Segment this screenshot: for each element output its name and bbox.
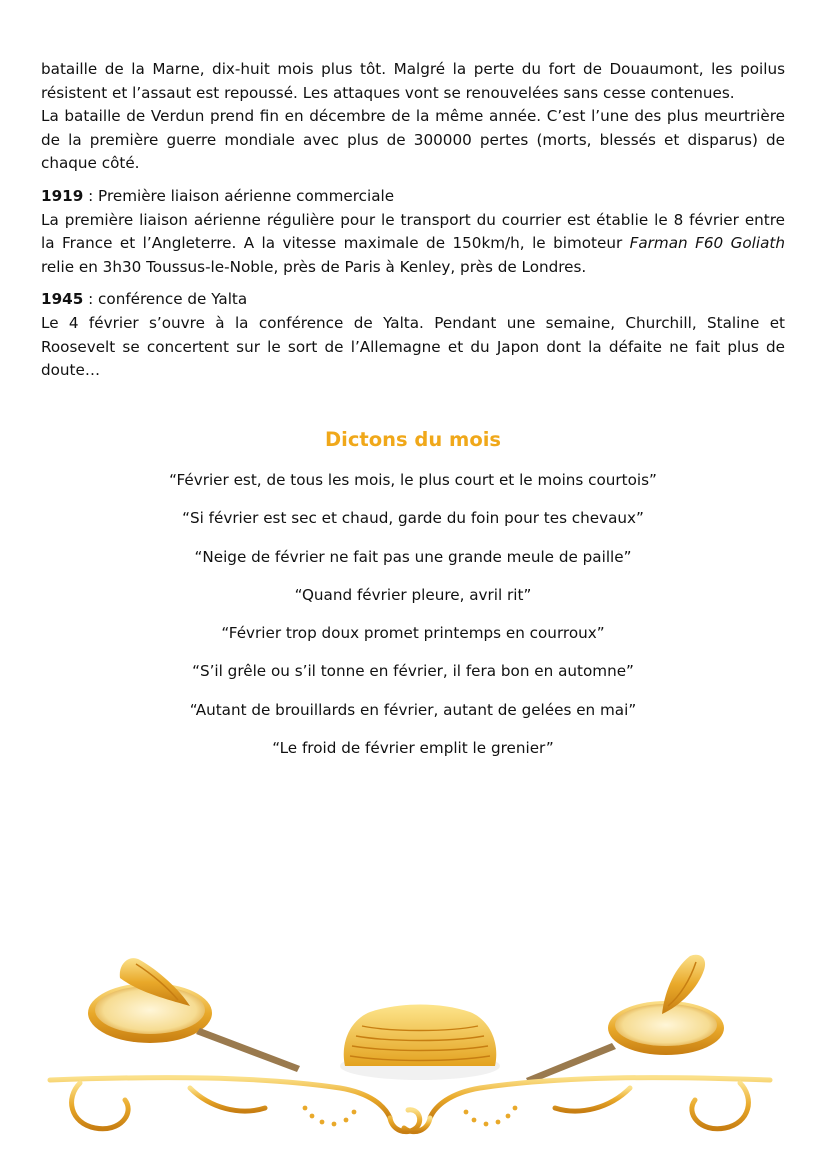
entry-year: 1919 <box>41 186 84 205</box>
history-entry-1919 <box>41 185 785 279</box>
crepe-stack-icon <box>340 1005 500 1081</box>
sayings-title: Dictons du mois <box>324 428 502 451</box>
sayings-list <box>0 469 826 775</box>
entry-text-after: relie en 3h30 Toussus-le-Noble, près de Paris à Kenley, près de Londres. <box>41 257 587 276</box>
saying-item: “Février est, de tous les mois, le plus court et le moins courtois” <box>169 471 657 489</box>
intro-paragraph-1: bataille de la Marne, dix-huit mois plus tôt. Malgré la perte du fort de Douaumont, les poilus résistent et l’assaut est repoussé. Les attaques vont se renouvelées sans cesse contenues. <box>41 60 785 102</box>
left-pan-icon <box>88 958 300 1072</box>
entry-heading <box>41 185 785 209</box>
saying-item: “Autant de brouillards en février, autant de gelées en mai” <box>189 700 637 719</box>
right-pan-icon <box>526 955 724 1084</box>
saying-item: “Neige de février ne fait pas une grande meule de paille” <box>194 547 632 566</box>
document-body <box>41 58 785 383</box>
aircraft-name: Farman F60 Goliath <box>629 234 785 253</box>
entry-heading <box>41 288 785 312</box>
saying-item: “S’il grêle ou s’il tonne en février, il fera bon en automne” <box>192 662 634 681</box>
entry-year: 1945 <box>41 290 84 309</box>
entry-text-before: La première liaison aérienne régulière pour le transport du courrier est établie le 8 février entre la France et l’Angleterre. A la vitesse maximale de 150km/h, le bimoteur <box>41 210 785 253</box>
entry-text <box>41 209 785 280</box>
crepes-frying-pans-ornament-icon <box>40 948 780 1163</box>
saying-item: “Le froid de février emplit le grenier” <box>272 739 554 758</box>
scrollwork-ornament-icon <box>50 1078 770 1132</box>
saying-item: “Si février est sec et chaud, garde du foin pour tes chevaux” <box>182 509 644 528</box>
saying-item: “Quand février pleure, avril rit” <box>294 585 532 604</box>
saying-item: “Février trop doux promet printemps en courroux” <box>221 624 605 643</box>
entry-title: : conférence de Yalta <box>83 290 248 309</box>
history-entry-1945 <box>41 288 785 382</box>
entry-text: Le 4 février s’ouvre à la conférence de Yalta. Pendant une semaine, Churchill, Staline et Roosevelt se concertent sur le sort de l’Allemagne et du Japon dont la défaite ne fait plus de doute… <box>41 313 785 380</box>
entry-title: : Première liaison aérienne commerciale <box>83 186 395 205</box>
intro-paragraph-2: La bataille de Verdun prend fin en décembre de la même année. C’est l’une des plus meurtrière de la première guerre mondiale avec plus de 300000 pertes (morts, blessés et disparus) de chaque côté. <box>41 107 785 173</box>
